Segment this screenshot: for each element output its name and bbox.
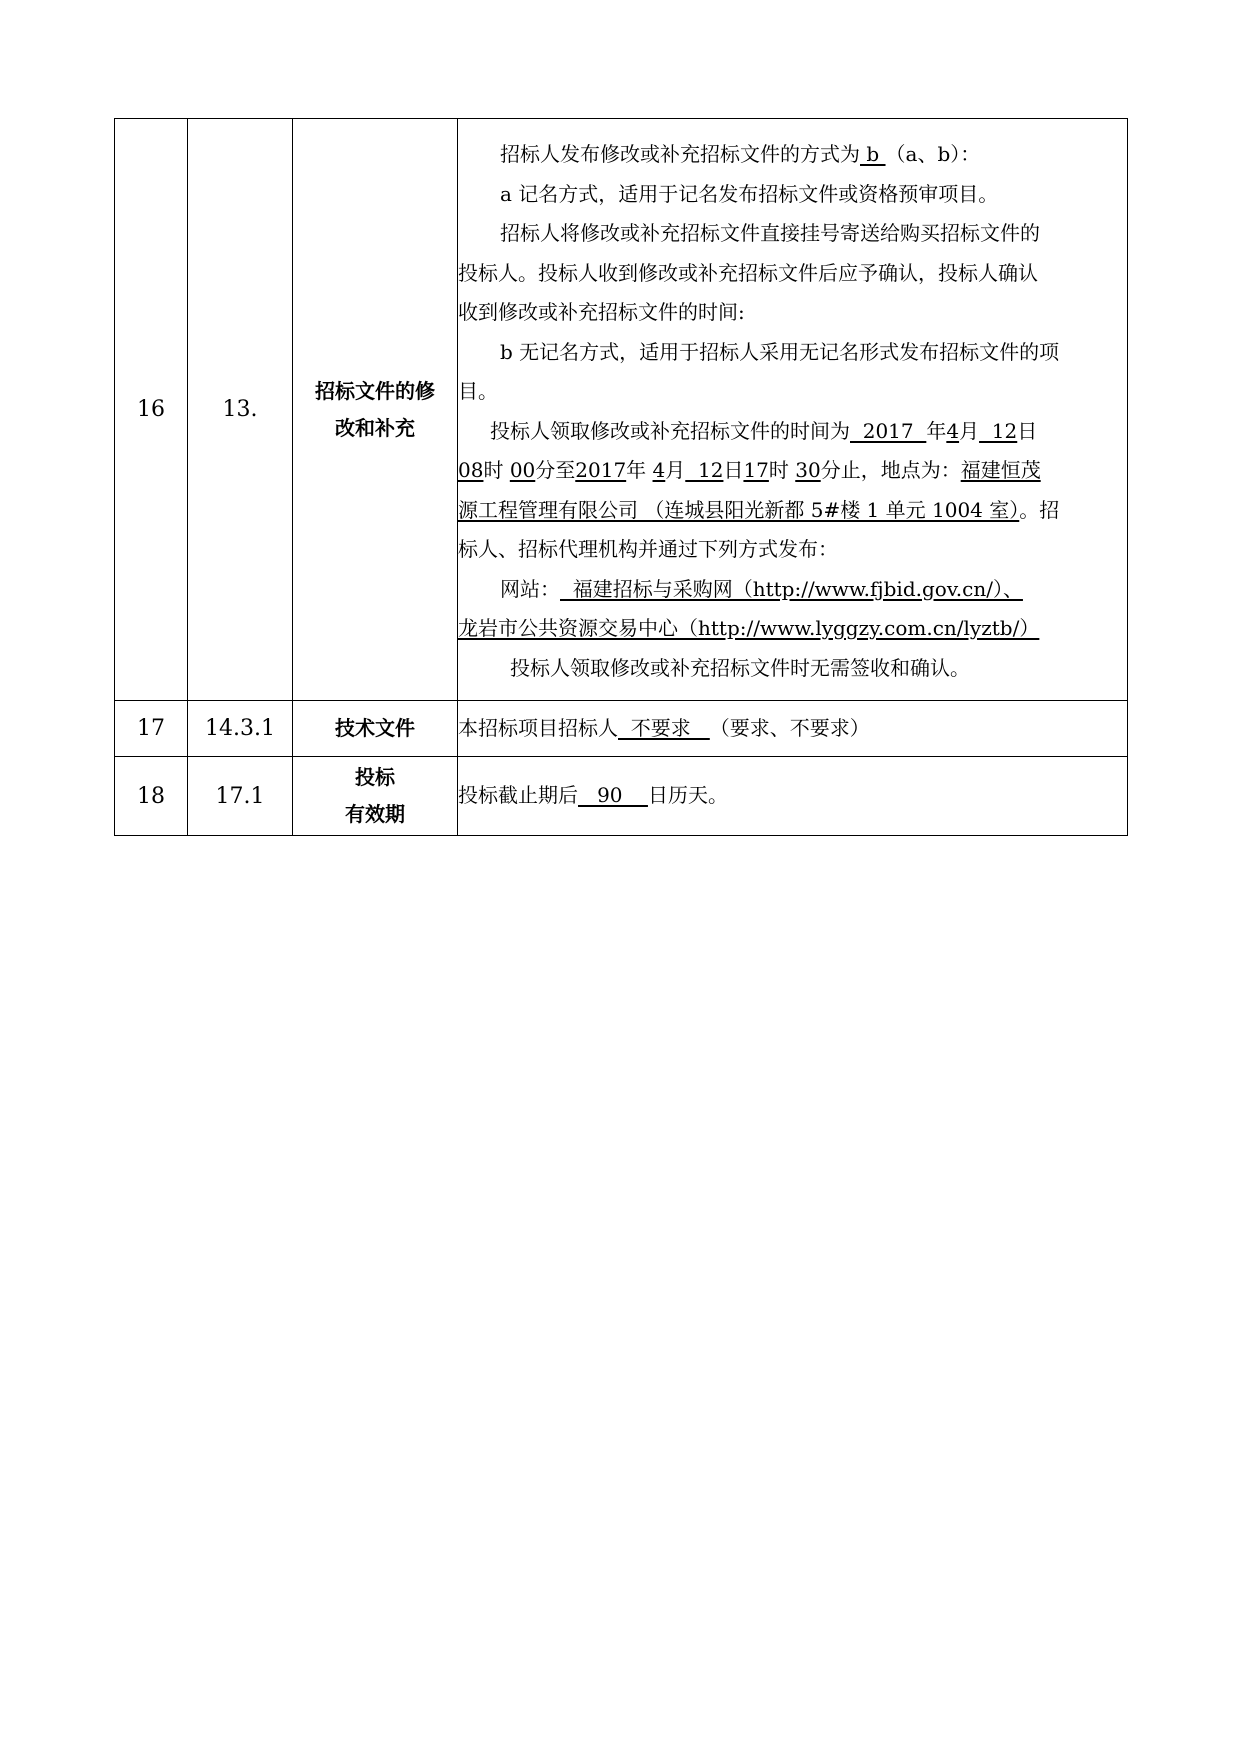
item-content <box>458 757 1128 836</box>
table-row <box>115 757 1128 836</box>
website-link: 福建招标与采购网（http://www.fjbid.gov.cn/）、 <box>560 576 1023 601</box>
content-paragraph: a 记名方式，适用于记名发布招标文件或资格预审项目。 <box>500 181 999 206</box>
requirement-value: 不要求 <box>618 715 710 740</box>
item-content <box>458 119 1128 701</box>
clause-number: 17.1 <box>188 757 293 836</box>
content-paragraph: 投标人领取修改或补充招标文件的时间为 2017 年4月 12日 <box>490 418 1038 443</box>
content-paragraph: 网站： 福建招标与采购网（http://www.fjbid.gov.cn/）、 <box>500 576 1023 601</box>
clause-number: 14.3.1 <box>188 701 293 757</box>
content-paragraph: 投标截止期后 90 日历天。 <box>458 783 728 808</box>
content-paragraph: 本招标项目招标人 不要求 （要求、不要求） <box>458 715 870 740</box>
content-paragraph-cont: 目。 <box>458 379 498 403</box>
item-name <box>293 757 458 836</box>
item-name-line: 投标 <box>355 765 395 789</box>
item-name <box>293 701 458 757</box>
validity-days-value: 90 <box>578 783 648 808</box>
content-paragraph-cont: 投标人。投标人收到修改或补充招标文件后应予确认，投标人确认 <box>458 260 1038 285</box>
clause-number: 13. <box>188 119 293 701</box>
content-paragraph-cont: 标人、招标代理机构并通过下列方式发布： <box>458 537 838 561</box>
bid-data-table <box>114 118 1128 836</box>
row-number: 18 <box>115 757 188 836</box>
content-paragraph-cont: 源工程管理有限公司 （连城县阳光新都 5#楼 1 单元 1004 室）。招 <box>458 497 1060 522</box>
table-row <box>115 119 1128 701</box>
item-name <box>293 119 458 701</box>
item-content <box>458 701 1128 757</box>
method-value: b <box>860 142 886 166</box>
content-paragraph-cont: 08时 00分至2017年 4月 12日17时 30分止，地点为：福建恒茂 <box>458 458 1041 482</box>
website-link: 龙岩市公共资源交易中心（http://www.lyggzy.com.cn/lyztb/） <box>458 616 1040 640</box>
item-name-line: 改和补充 <box>335 415 415 440</box>
row-number: 17 <box>115 701 188 757</box>
content-paragraph-cont <box>458 609 1127 649</box>
content-paragraph: 招标人将修改或补充招标文件直接挂号寄送给购买招标文件的 <box>500 221 1040 245</box>
table-row <box>115 701 1128 757</box>
content-paragraph-cont: 收到修改或补充招标文件的时间: <box>458 300 745 324</box>
item-name-line: 技术文件 <box>335 716 415 740</box>
content-paragraph: 招标人发布修改或补充招标文件的方式为 b （a、b）： <box>500 142 981 166</box>
content-paragraph: 投标人领取修改或补充招标文件时无需签收和确认。 <box>510 655 970 680</box>
row-number: 16 <box>115 119 188 701</box>
item-name-line: 招标文件的修 <box>315 378 435 403</box>
item-name-line: 有效期 <box>345 802 405 826</box>
content-paragraph: b 无记名方式，适用于招标人采用无记名形式发布招标文件的项 <box>500 339 1060 364</box>
